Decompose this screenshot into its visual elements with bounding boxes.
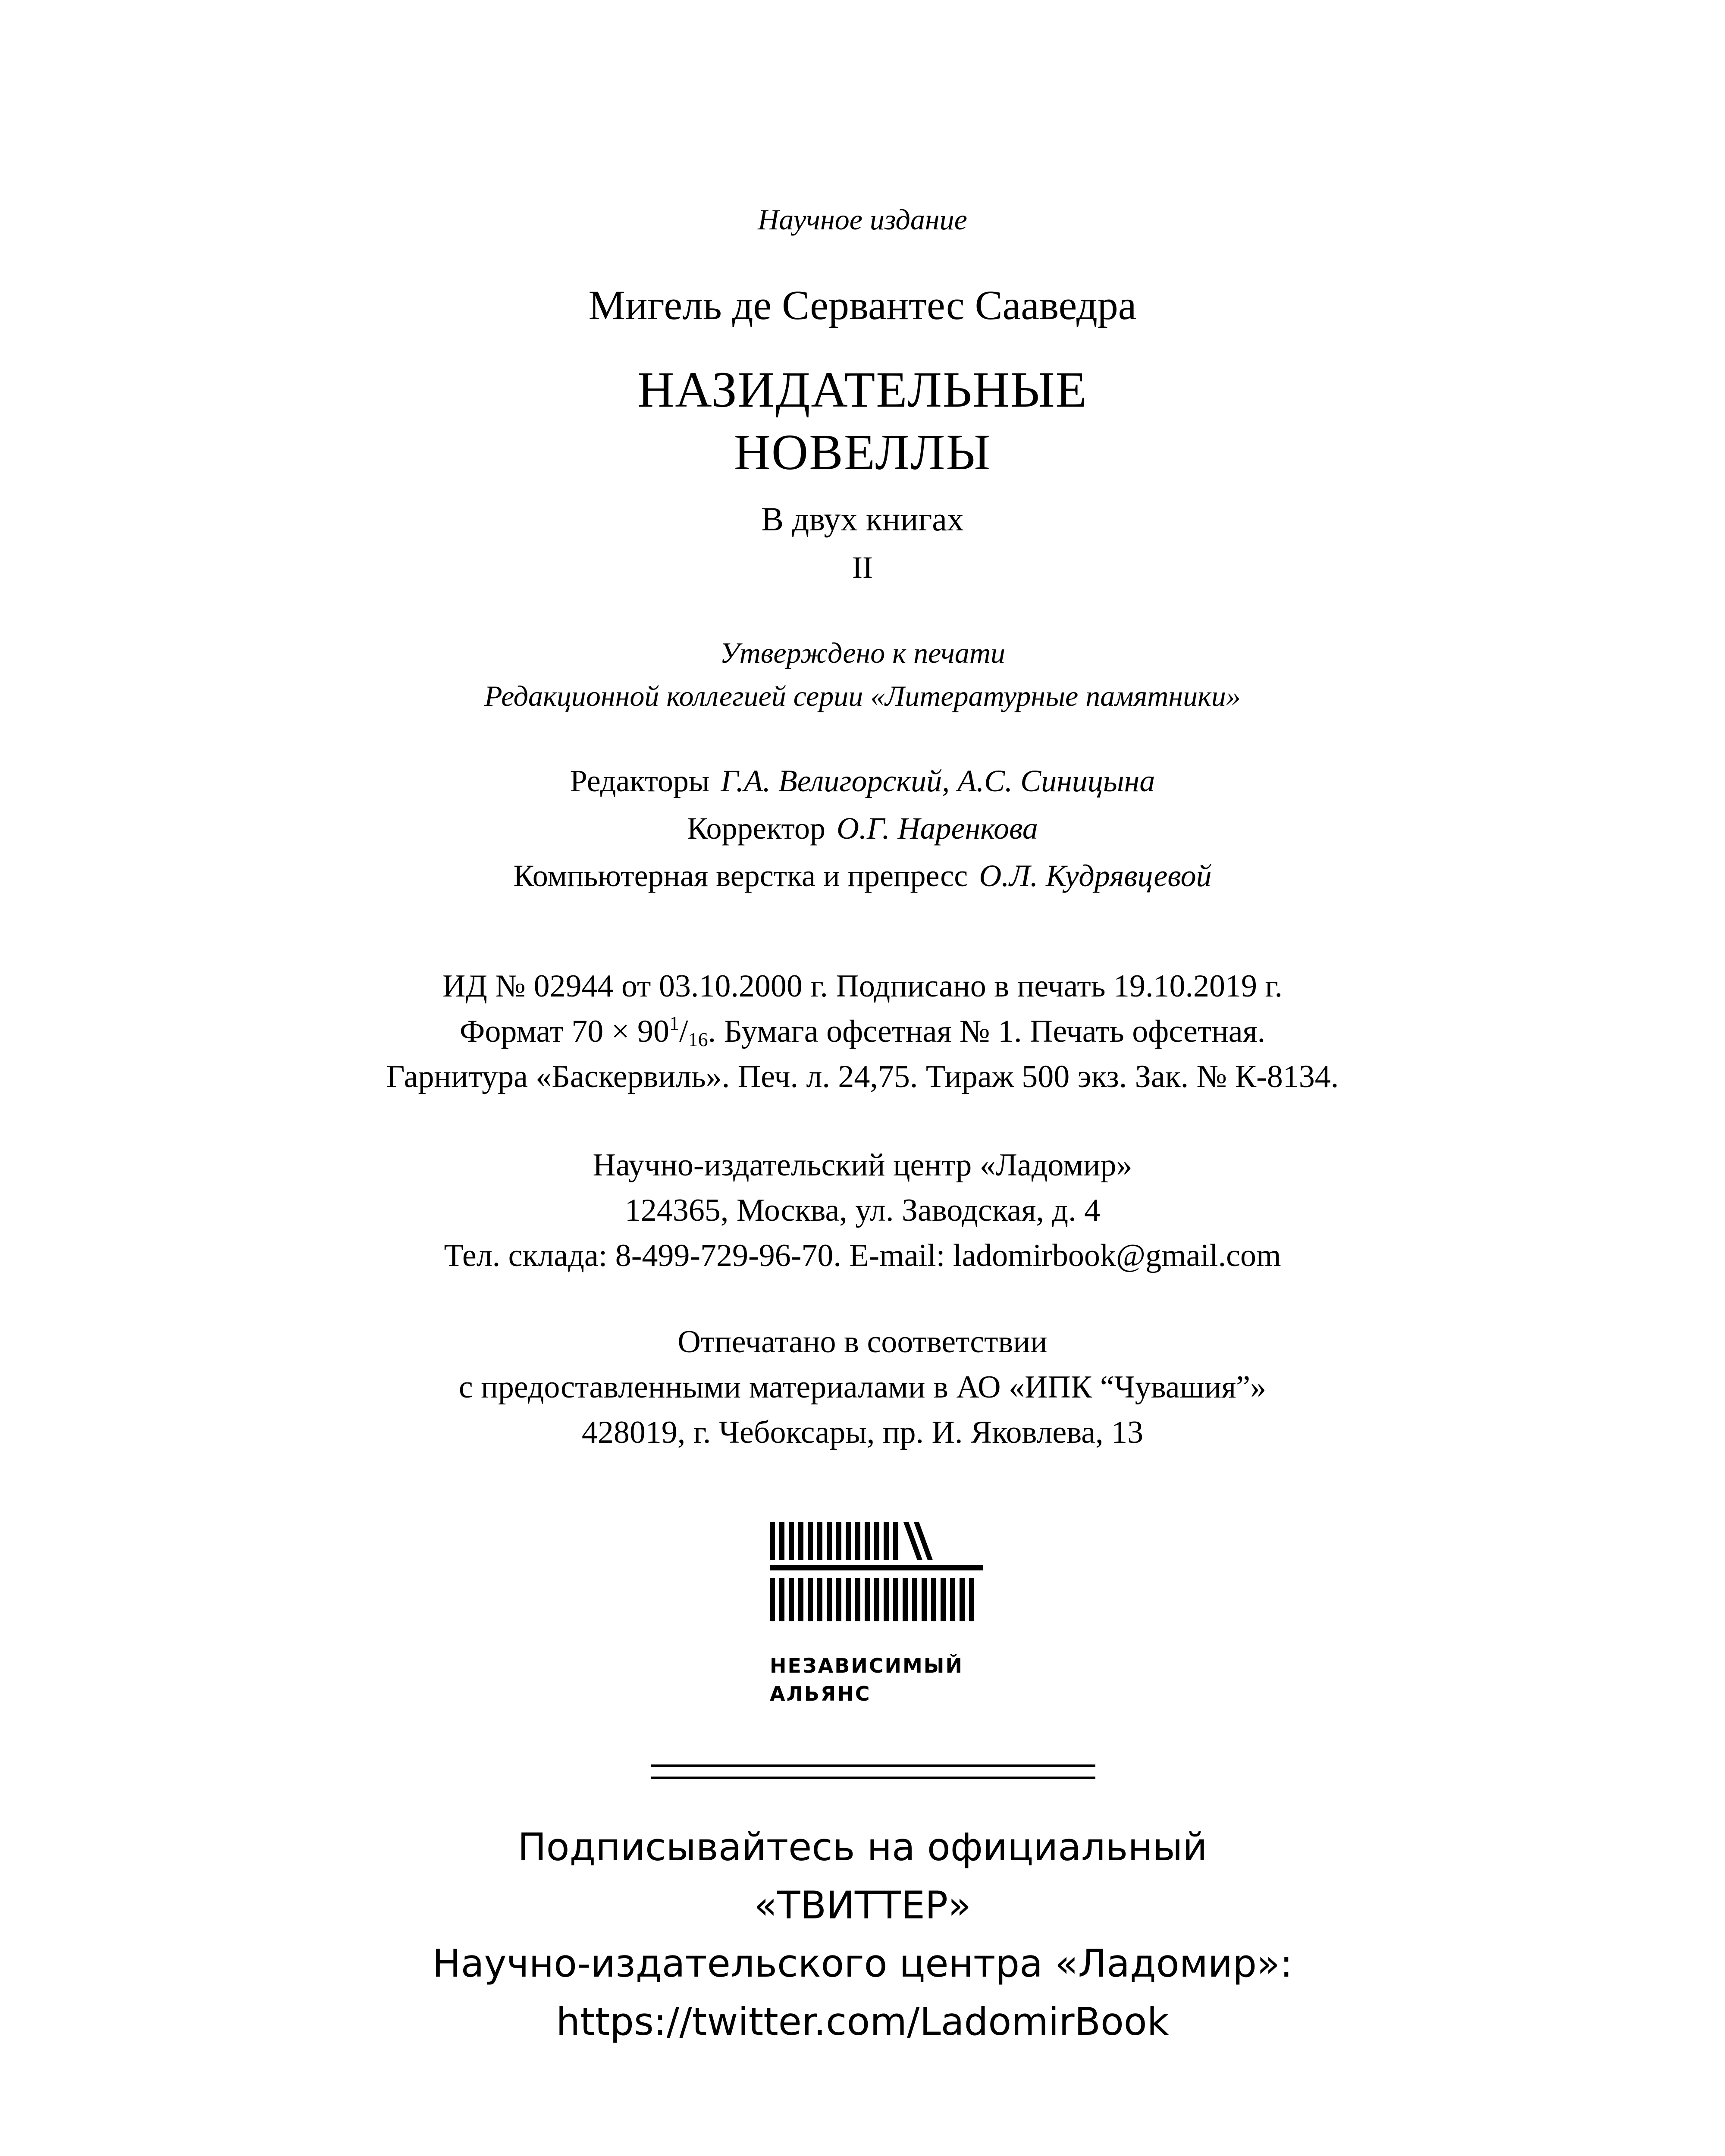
- printer-line-1: Отпечатано в соответствии: [677, 1324, 1048, 1360]
- logo-bar: [789, 1578, 794, 1621]
- logo-bar: [827, 1578, 832, 1621]
- separator-rule-top: [651, 1764, 1095, 1767]
- logo-bar: [912, 1578, 917, 1621]
- logo-bar: [827, 1522, 832, 1560]
- logo-bar: [779, 1578, 784, 1621]
- layout-name: О.Л. Кудрявцевой: [979, 859, 1212, 893]
- logo-top-bars-icon: [770, 1522, 933, 1560]
- books-note: В двух книгах: [761, 500, 964, 538]
- publisher-name: Научно-издательский центр «Ладомир»: [593, 1147, 1132, 1183]
- logo-text-line-2: АЛЬЯНС: [770, 1682, 871, 1705]
- format-superscript: 1: [669, 1012, 680, 1034]
- imprint-line-2: [0, 1012, 1725, 1050]
- logo-bar: [836, 1522, 841, 1560]
- logo-bar: [855, 1522, 860, 1560]
- layout-line: [0, 860, 1725, 891]
- logo-bar: [846, 1578, 851, 1621]
- logo-bar: [931, 1578, 936, 1621]
- editors-label: Редакторы: [570, 764, 710, 798]
- proofreader-label: Корректор: [687, 811, 826, 846]
- logo-bar: [865, 1522, 870, 1560]
- logo-bottom-bars-icon: [770, 1578, 974, 1621]
- layout-label: Компьютерная верстка и препресс: [513, 859, 968, 893]
- author-name: Мигель де Сервантес Сааведра: [588, 282, 1137, 328]
- logo-bar: [969, 1578, 974, 1621]
- logo-bar: [903, 1578, 908, 1621]
- logo-bar: [874, 1522, 879, 1560]
- publisher-address: 124365, Москва, ул. Заводская, д. 4: [624, 1193, 1101, 1228]
- logo-bar: [893, 1578, 898, 1621]
- logo-text-line-1: НЕЗАВИСИМЫЙ: [770, 1654, 963, 1677]
- logo-bar: [798, 1522, 803, 1560]
- proofreader-line: [0, 813, 1725, 844]
- separator-rule-bottom: [651, 1777, 1095, 1779]
- format-slash: /: [679, 1014, 688, 1049]
- publisher-contacts: Тел. склада: 8-499-729-96-70. E-mail: ladomirbook@gmail.com: [444, 1238, 1281, 1273]
- logo-bar: [817, 1578, 822, 1621]
- book-title-line-2: НОВЕЛЛЫ: [734, 424, 991, 480]
- imprint-line-1: ИД № 02944 от 03.10.2000 г. Подписано в печать 19.10.2019 г.: [442, 968, 1283, 1004]
- format-prefix: Формат 70 × 90: [459, 1014, 670, 1049]
- format-subscript: 16: [688, 1028, 708, 1050]
- logo-bar: [789, 1522, 794, 1560]
- logo-bar: [922, 1578, 927, 1621]
- approval-line-2: Редакционной коллегией серии «Литературные памятники»: [484, 680, 1241, 712]
- logo-bar: [865, 1578, 870, 1621]
- printer-line-2: с предоставленными материалами в АО «ИПК “Чувашия”»: [458, 1369, 1267, 1405]
- imprint-line-3: Гарнитура «Баскервиль». Печ. л. 24,75. Тираж 500 экз. Зак. № К-8134.: [386, 1059, 1339, 1094]
- volume-number: II: [852, 550, 873, 585]
- logo-bar: [874, 1578, 879, 1621]
- logo-divider-bar: [770, 1565, 983, 1570]
- twitter-link[interactable]: https://twitter.com/LadomirBook: [556, 1999, 1169, 2044]
- book-title-line-1: НАЗИДАТЕЛЬНЫЕ: [637, 361, 1088, 418]
- logo-bar: [798, 1578, 803, 1621]
- logo-bar: [960, 1578, 965, 1621]
- editors-names: Г.А. Велигорский, А.С. Синицына: [721, 764, 1155, 798]
- logo-bar: [884, 1578, 889, 1621]
- logo-bar: [836, 1578, 841, 1621]
- proofreader-name: О.Г. Наренкова: [837, 811, 1038, 846]
- logo-bar: [817, 1522, 822, 1560]
- logo-bar: [808, 1522, 813, 1560]
- logo-bar: [855, 1578, 860, 1621]
- logo-bar: [808, 1578, 813, 1621]
- logo-bar: [893, 1522, 898, 1560]
- logo-bar: [770, 1578, 775, 1621]
- logo-bar: [779, 1522, 784, 1560]
- logo-bar: [884, 1522, 889, 1560]
- edition-type: Научное издание: [758, 203, 967, 236]
- printer-line-3: 428019, г. Чебоксары, пр. И. Яковлева, 13: [581, 1415, 1144, 1450]
- logo-bar: [950, 1578, 955, 1621]
- promo-line-2: «ТВИТТЕР»: [754, 1883, 971, 1927]
- logo-bar: [846, 1522, 851, 1560]
- logo-bar: [770, 1522, 775, 1560]
- approval-line-1: Утверждено к печати: [720, 636, 1005, 669]
- format-suffix: . Бумага офсетная № 1. Печать офсетная.: [708, 1014, 1266, 1049]
- promo-line-1: Подписывайтесь на официальный: [518, 1825, 1208, 1869]
- promo-line-3: Научно-издательского центра «Ладомир»:: [432, 1941, 1293, 1986]
- editors-line: [0, 765, 1725, 796]
- logo-bar: [941, 1578, 946, 1621]
